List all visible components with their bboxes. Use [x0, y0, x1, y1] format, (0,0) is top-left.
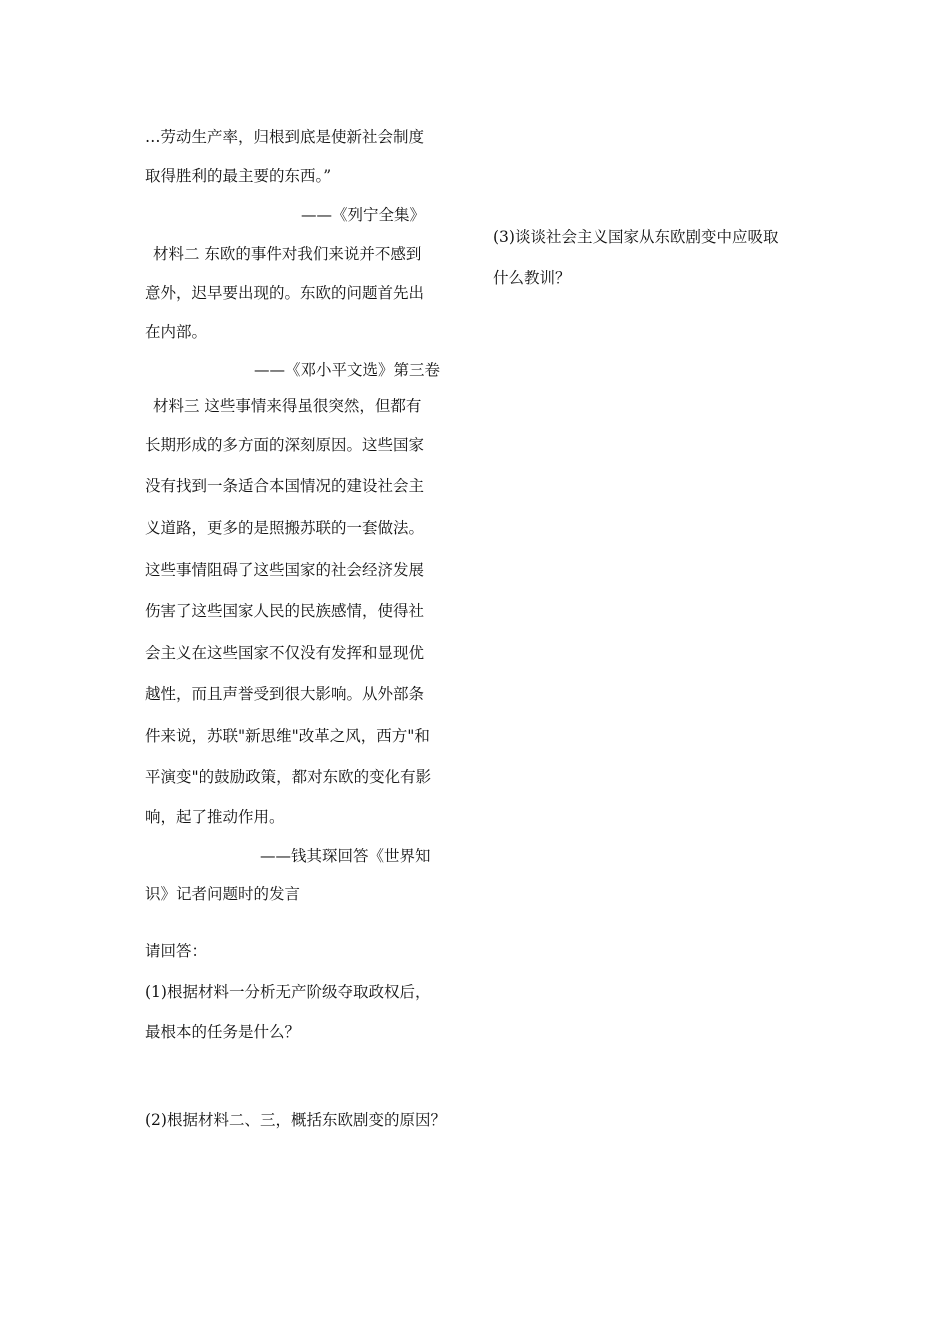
- material1-source: ——《列宁全集》: [301, 206, 426, 224]
- material3-line-10: 平演变"的鼓励政策，都对东欧的变化有影: [145, 768, 432, 786]
- material3-source-line-1: ——钱其琛回答《世界知: [260, 847, 431, 865]
- material2-source: ——《邓小平文选》第三卷: [254, 361, 441, 379]
- material3-line-4: 义道路，更多的是照搬苏联的一套做法。: [145, 519, 425, 537]
- material3-line-11: 响，起了推动作用。: [145, 808, 285, 826]
- material3-line-3: 没有找到一条适合本国情况的建设社会主: [145, 477, 425, 495]
- material3-line-7: 会主义在这些国家不仅没有发挥和显现优: [145, 644, 425, 662]
- question-3-line-1: (3)谈谈社会主义国家从东欧剧变中应吸取: [493, 228, 779, 246]
- material2-line-3: 在内部。: [145, 323, 208, 341]
- material1-line-1: …劳动生产率，归根到底是使新社会制度: [145, 128, 425, 146]
- question-1-line-2: 最根本的任务是什么？: [145, 1023, 301, 1041]
- question-1-line-1: (1)根据材料一分析无产阶级夺取政权后，: [145, 983, 431, 1001]
- question-3-line-2: 什么教训？: [493, 269, 571, 287]
- material3-line-1: 材料三 这些事情来得虽很突然，但都有: [153, 397, 422, 415]
- material1-line-2: 取得胜利的最主要的东西。”: [145, 167, 332, 185]
- material3-line-2: 长期形成的多方面的深刻原因。这些国家: [145, 436, 425, 454]
- answer-prompt: 请回答：: [145, 942, 208, 960]
- material3-source-line-2: 识》记者问题时的发言: [145, 885, 301, 903]
- material3-line-6: 伤害了这些国家人民的民族感情，使得社: [145, 602, 425, 620]
- material3-line-8: 越性，而且声誉受到很大影响。从外部条: [145, 685, 425, 703]
- material2-line-1: 材料二 东欧的事件对我们来说并不感到: [153, 245, 422, 263]
- question-2: (2)根据材料二、三，概括东欧剧变的原因？: [145, 1111, 446, 1129]
- material2-line-2: 意外，迟早要出现的。东欧的问题首先出: [145, 284, 425, 302]
- material3-line-9: 件来说，苏联"新思维"改革之风，西方"和: [145, 727, 430, 745]
- material3-line-5: 这些事情阻碍了这些国家的社会经济发展: [145, 561, 425, 579]
